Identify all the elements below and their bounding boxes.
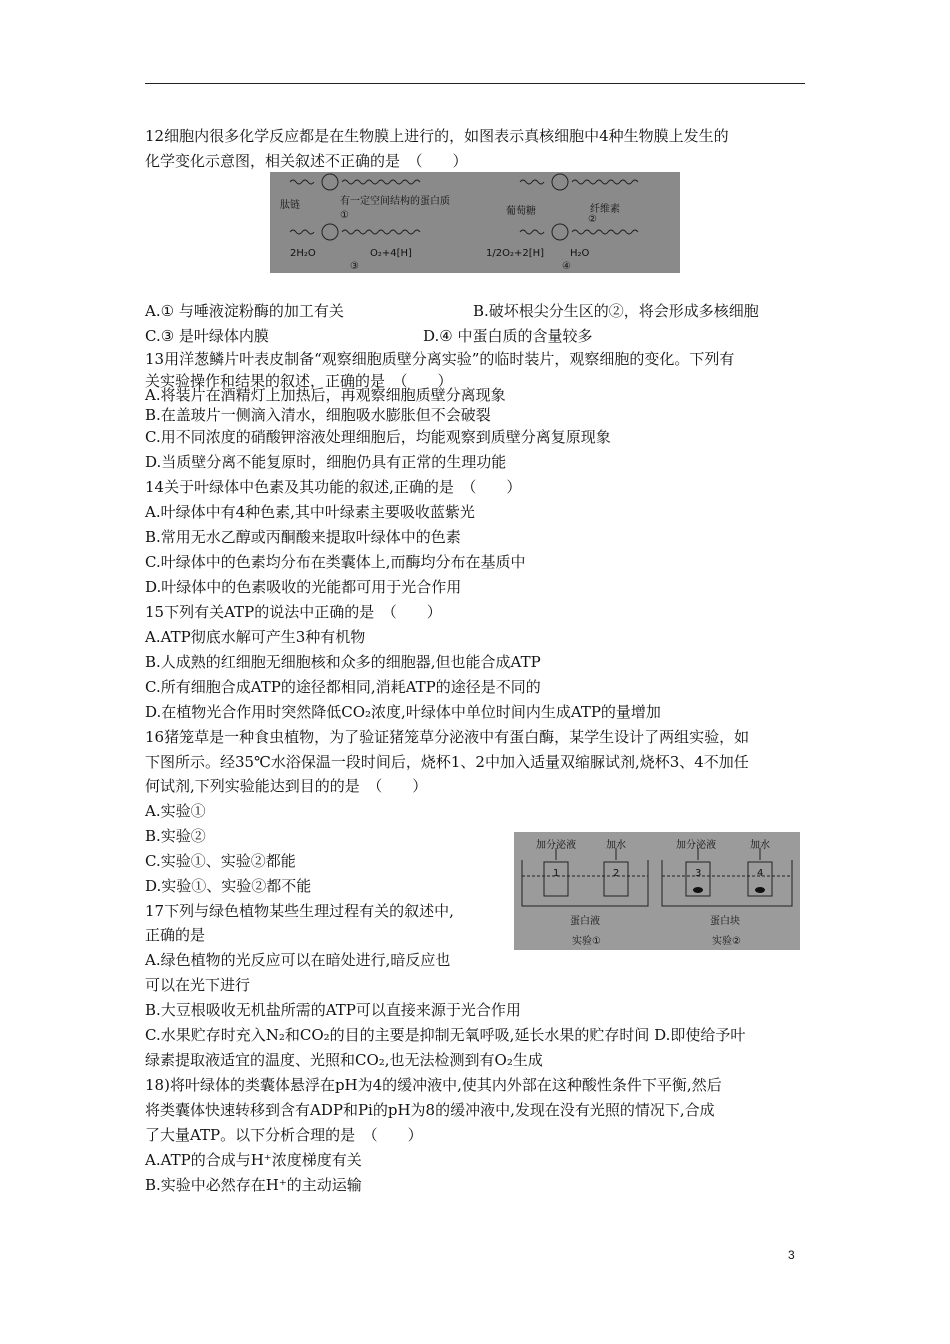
q18-stem-line3: 了大量ATP。以下分析合理的是 （ ） (145, 1126, 423, 1144)
fig-label-peptide: 肽链 (280, 200, 300, 211)
q18-stem-line2: 将类囊体快速转移到含有ADP和Pi的pH为8的缓冲液中,发现在没有光照的情况下,合成 (145, 1101, 715, 1119)
q13-option-b: B.在盖玻片一侧滴入清水，细胞吸水膨胀但不会破裂 (145, 406, 491, 424)
q17-stem-line1: 17下列与绿色植物某些生理过程有关的叙述中, (145, 902, 454, 920)
q13-option-a: A.将装片在酒精灯上加热后，再观察细胞质壁分离现象 (145, 386, 506, 404)
membrane-3-protein (322, 224, 338, 240)
label-tube-4: 4 (757, 868, 764, 879)
label-add-water-1: 加水 (606, 840, 626, 851)
q16-option-b: B.实验② (145, 827, 206, 845)
label-add-secretion-2: 加分泌液 (676, 840, 716, 851)
q12-option-c: C.③ 是叶绿体内膜 (145, 327, 269, 345)
q14-option-c: C.叶绿体中的色素均分布在类囊体上,而酶均分布在基质中 (145, 553, 526, 571)
q13-stem-line1: 13用洋葱鳞片叶表皮制备“观察细胞质壁分离实验”的临时装片，观察细胞的变化。下列有 (145, 350, 735, 368)
q15-option-c: C.所有细胞合成ATP的途径都相同,消耗ATP的途径是不同的 (145, 678, 541, 696)
q12-stem-line2: 化学变化示意图，相关叙述不正确的是 （ ） (145, 152, 468, 170)
q14-option-b: B.常用无水乙醇或丙酮酸来提取叶绿体中的色素 (145, 528, 461, 546)
protein-block-3 (693, 887, 703, 893)
page-number: 3 (788, 1248, 795, 1262)
membrane-1-left (290, 180, 314, 184)
q15-option-b: B.人成熟的红细胞无细胞核和众多的细胞器,但也能合成ATP (145, 653, 541, 671)
membrane-1-right (342, 180, 420, 184)
q16-option-c: C.实验①、实验②都能 (145, 852, 296, 870)
membrane-2-protein (552, 174, 568, 190)
label-tube-1: 1 (553, 868, 560, 879)
fig-label-protein: 有一定空间结构的蛋白质 (340, 196, 450, 207)
q17-stem-line2: 正确的是 (145, 926, 206, 944)
q15-stem: 15下列有关ATP的说法中正确的是 （ ） (145, 603, 442, 621)
label-experiment-1: 实验① (572, 936, 601, 947)
fig-marker-4: ④ (562, 261, 571, 272)
q14-option-a: A.叶绿体中有4种色素,其中叶绿素主要吸收蓝紫光 (145, 503, 475, 521)
q17-option-b: B.大豆根吸收无机盐所需的ATP可以直接来源于光合作用 (145, 1001, 521, 1019)
membrane-3-left (290, 230, 314, 234)
fig-label-half-oxygen: 1/2O₂+2[H] (486, 248, 545, 259)
fig-marker-1: ① (340, 210, 349, 221)
q16-stem-line1: 16猪笼草是一种食虫植物，为了验证猪笼草分泌液中有蛋白酶，某学生设计了两组实验，如 (145, 728, 750, 746)
membrane-3-right (342, 230, 420, 234)
label-tube-3: 3 (695, 868, 702, 879)
fig-label-water-2: H₂O (570, 248, 590, 259)
label-tube-2: 2 (613, 868, 620, 879)
fig-label-cellulose: 纤维素 (590, 204, 620, 215)
q15-option-a: A.ATP彻底水解可产生3种有机物 (145, 628, 366, 646)
membrane-2-left (520, 180, 544, 184)
label-add-secretion-1: 加分泌液 (536, 840, 576, 851)
membrane-4-protein (552, 224, 568, 240)
q16-stem-line2: 下图所示。经35℃水浴保温一段时间后，烧杯1、2中加入适量双缩脲试剂,烧杯3、4不加任 (145, 753, 749, 771)
fig-marker-3: ③ (350, 261, 359, 272)
q12-option-a: A.① 与唾液淀粉酶的加工有关 (145, 302, 344, 320)
q13-stem-line2: 关实验操作和结果的叙述，正确的是 （ ） (145, 372, 453, 390)
fig-label-glucose: 葡萄糖 (506, 206, 536, 217)
q17-option-a-line1: A.绿色植物的光反应可以在暗处进行,暗反应也 (145, 951, 451, 969)
label-protein-liquid: 蛋白液 (570, 916, 600, 927)
label-experiment-2: 实验② (712, 936, 741, 947)
fig-label-water: 2H₂O (290, 248, 316, 259)
fig-label-oxygen: O₂+4[H] (370, 248, 412, 259)
membrane-diagram-svg (270, 172, 680, 273)
q16-option-d: D.实验①、实验②都不能 (145, 877, 312, 895)
q13-option-c: C.用不同浓度的硝酸钾溶液处理细胞后，均能观察到质壁分离复原现象 (145, 428, 611, 446)
q12-option-b: B.破坏根尖分生区的②，将会形成多核细胞 (473, 302, 759, 320)
label-add-water-2: 加水 (750, 840, 770, 851)
membrane-1-protein (322, 174, 338, 190)
q12-option-d: D.④ 中蛋白质的含量较多 (423, 327, 593, 345)
header-rule (145, 83, 805, 84)
q18-option-a: A.ATP的合成与H⁺浓度梯度有关 (145, 1151, 362, 1169)
q18-option-b: B.实验中必然存在H⁺的主动运输 (145, 1176, 362, 1194)
q17-option-cd-line2: 绿素提取液适宜的温度、光照和CO₂,也无法检测到有O₂生成 (145, 1051, 543, 1069)
membrane-4-right (572, 230, 638, 234)
q12-stem-line1: 12细胞内很多化学反应都是在生物膜上进行的，如图表示真核细胞中4种生物膜上发生的 (145, 127, 729, 145)
protein-block-4 (755, 887, 765, 893)
q13-option-d: D.当质壁分离不能复原时，细胞仍具有正常的生理功能 (145, 453, 507, 471)
membrane-2-right (572, 180, 638, 184)
q14-option-d: D.叶绿体中的色素吸收的光能都可用于光合作用 (145, 578, 462, 596)
q14-stem: 14关于叶绿体中色素及其功能的叙述,正确的是 （ ） (145, 478, 522, 496)
q12-membrane-figure (270, 172, 680, 273)
fig-marker-2: ② (588, 214, 597, 225)
q16-experiment-figure (514, 832, 800, 950)
q18-stem-line1: 18)将叶绿体的类囊体悬浮在pH为4的缓冲液中,使其内外部在这种酸性条件下平衡,然后 (145, 1076, 722, 1094)
label-protein-block: 蛋白块 (710, 916, 740, 927)
q17-option-cd-line1: C.水果贮存时充入N₂和CO₂的目的主要是抑制无氧呼吸,延长水果的贮存时间 D.即使给予叶 (145, 1026, 746, 1044)
q17-option-a-line2: 可以在光下进行 (145, 976, 251, 994)
q16-stem-line3: 何试剂,下列实验能达到目的的是 （ ） (145, 777, 428, 795)
q15-option-d: D.在植物光合作用时突然降低CO₂浓度,叶绿体中单位时间内生成ATP的量增加 (145, 703, 661, 721)
q16-option-a: A.实验① (145, 802, 206, 820)
beaker-left (522, 860, 648, 906)
membrane-4-left (520, 230, 544, 234)
